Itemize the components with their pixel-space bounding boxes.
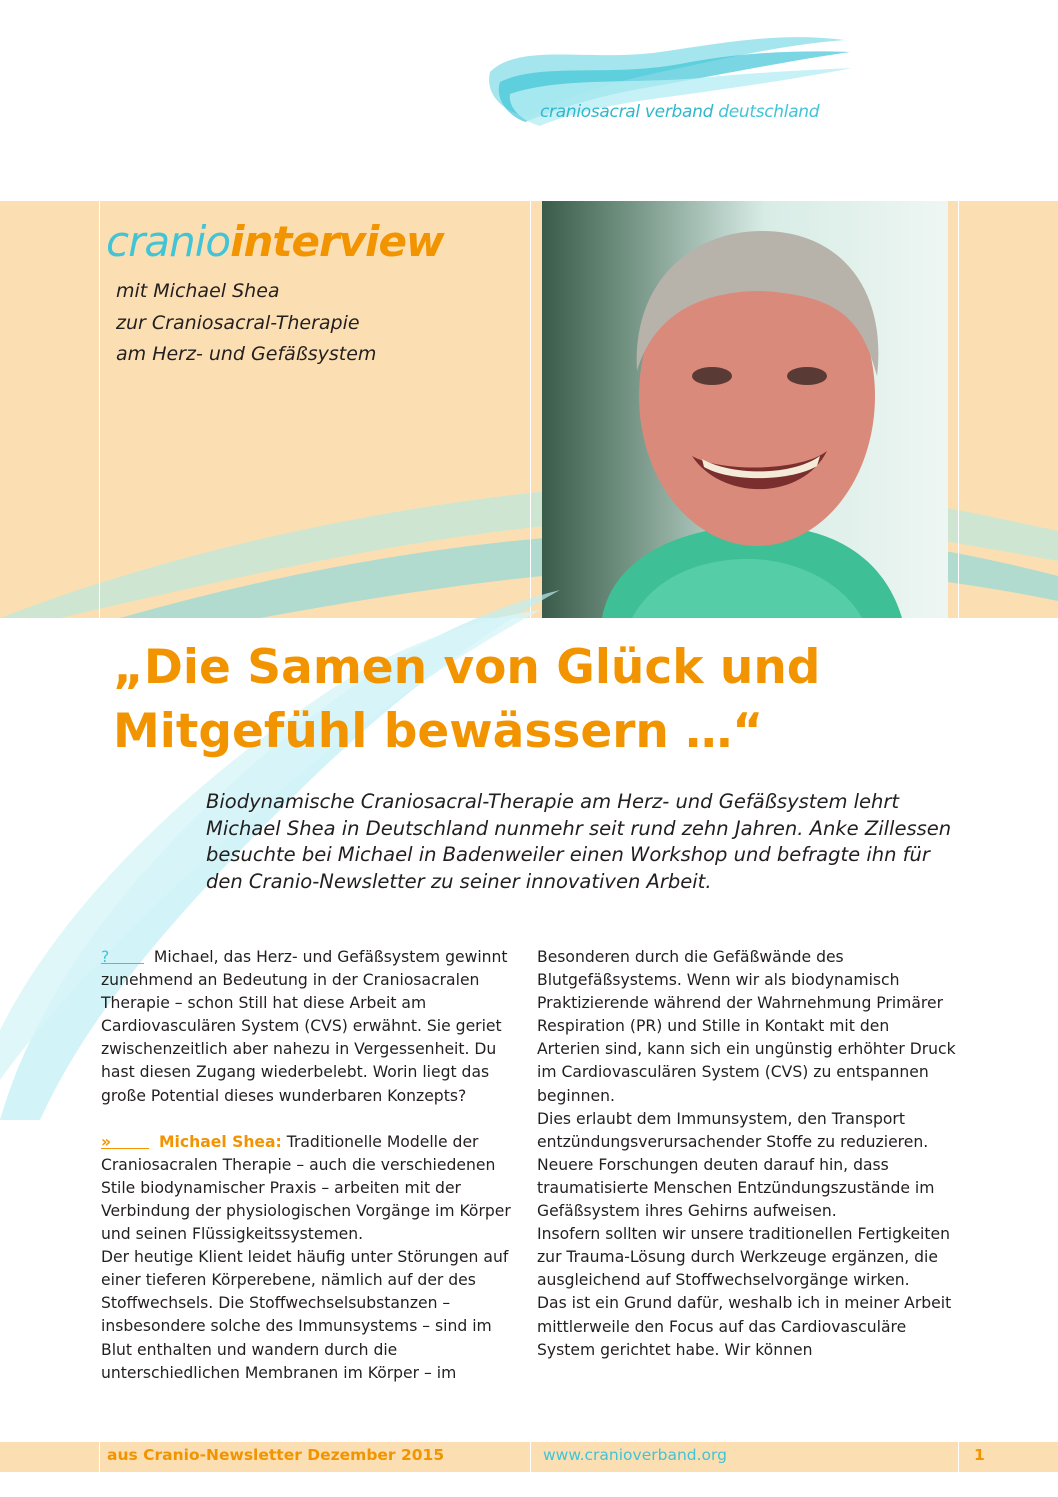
answer-paragraph-2: Der heutige Klient leidet häufig unter Störungen auf einer tieferen Körperebene, nämlich auf der des Stoffwechsels. Die Stoffwechselsubstanzen – insbesondere solche des Immunsystems – sind im Blut enthalten und wandern durch die unterschiedlichen Membranen im Körper – im: [101, 1248, 509, 1382]
paragraph-4: Insofern sollten wir unsere traditionellen Fertigkeiten zur Trauma-Lösung durch Werkzeuge ergänzen, die ausgleichend auf Stoffwechselvorgänge wirken.: [537, 1225, 950, 1290]
question-marker: ?: [101, 948, 110, 966]
subtitle-line-1: mit Michael Shea: [116, 280, 280, 302]
logo-text-country: deutschland: [713, 102, 820, 122]
column-right: [537, 946, 957, 1362]
title-cranio: cranio: [106, 217, 231, 266]
headline-line-1: „Die Samen von Glück und: [113, 640, 821, 695]
headline: [113, 636, 1013, 764]
intro-paragraph: Biodynamische Craniosacral-Therapie am Herz- und Gefäßsystem lehrt Michael Shea in Deutschland nunmehr seit rund zehn Jahren. Anke Zillessen besuchte bei Michael in Badenweiler einen Workshop und befragte ihn für den Cranio-Newsletter zu seiner innovativen Arbeit.: [206, 790, 952, 893]
title-interview: interview: [230, 217, 444, 266]
logo-text: [540, 102, 860, 122]
subtitle-line-2: zur Craniosacral-Therapie: [116, 312, 360, 334]
portrait-photo: [542, 201, 948, 618]
headline-line-2: Mitgefühl bewässern …“: [113, 704, 764, 759]
answer-paragraph-1: [101, 1131, 521, 1246]
paragraph-1: Besonderen durch die Gefäßwände des Blutgefäßsystems. Wenn wir als biodynamisch Praktizierende während der Wahrnehmung Primärer Respiration (PR) und Stille in Kontakt mit den Arterien sind, kann sich ein ungünstig erhöhter Druck im Cardiovasculären System (CVS) zu entspannen beginnen.: [537, 948, 956, 1105]
subtitle-line-3: am Herz- und Gefäßsystem: [116, 343, 377, 365]
interview-title: [106, 217, 444, 266]
portrait-illustration: [542, 201, 948, 618]
question-paragraph: [101, 946, 521, 1108]
paragraph-2: Dies erlaubt dem Immunsystem, den Transport entzündungsverursachender Stoffe zu reduzieren.: [537, 1109, 929, 1151]
answer-text-1: Traditionelle Modelle der Craniosacralen Therapie – auch die verschiedenen Stile biodynamischer Praxis – arbeiten mit der Verbindung der physiologischen Vorgänge im Körper und seinen Flüssigkeitssystemen.: [101, 1132, 511, 1244]
question-text: Michael, das Herz- und Gefäßsystem gewinnt zunehmend an Bedeutung in der Craniosacralen Therapie – schon Still hat diese Arbeit am Cardiovasculären System (CVS) erwähnt. Sie geriet zwischenzeitlich aber nahezu in Vergessenheit. Du hast diesen Zugang wiederbelebt. Worin liegt das große Potential dieses wunderbaren Konzepts?: [101, 948, 508, 1105]
answer-speaker: Michael Shea:: [159, 1132, 282, 1151]
footer-source: aus Cranio-Newsletter Dezember 2015: [107, 1446, 445, 1464]
column-left: [101, 946, 521, 1385]
paragraph-5: Das ist ein Grund dafür, weshalb ich in meiner Arbeit mittlerweile den Focus auf das Cardiovasculäre System gerichtet habe. Wir können: [537, 1294, 952, 1359]
paragraph-3: Neuere Forschungen deuten darauf hin, dass traumatisierte Menschen Entzündungszustände im Gefäßsystem ihres Gehirns aufweisen.: [537, 1155, 935, 1221]
answer-marker: »: [101, 1132, 112, 1151]
footer-url-link[interactable]: www.cranioverband.org: [543, 1446, 727, 1464]
page-number: 1: [974, 1446, 985, 1464]
logo-text-main: craniosacral verband: [540, 102, 714, 122]
